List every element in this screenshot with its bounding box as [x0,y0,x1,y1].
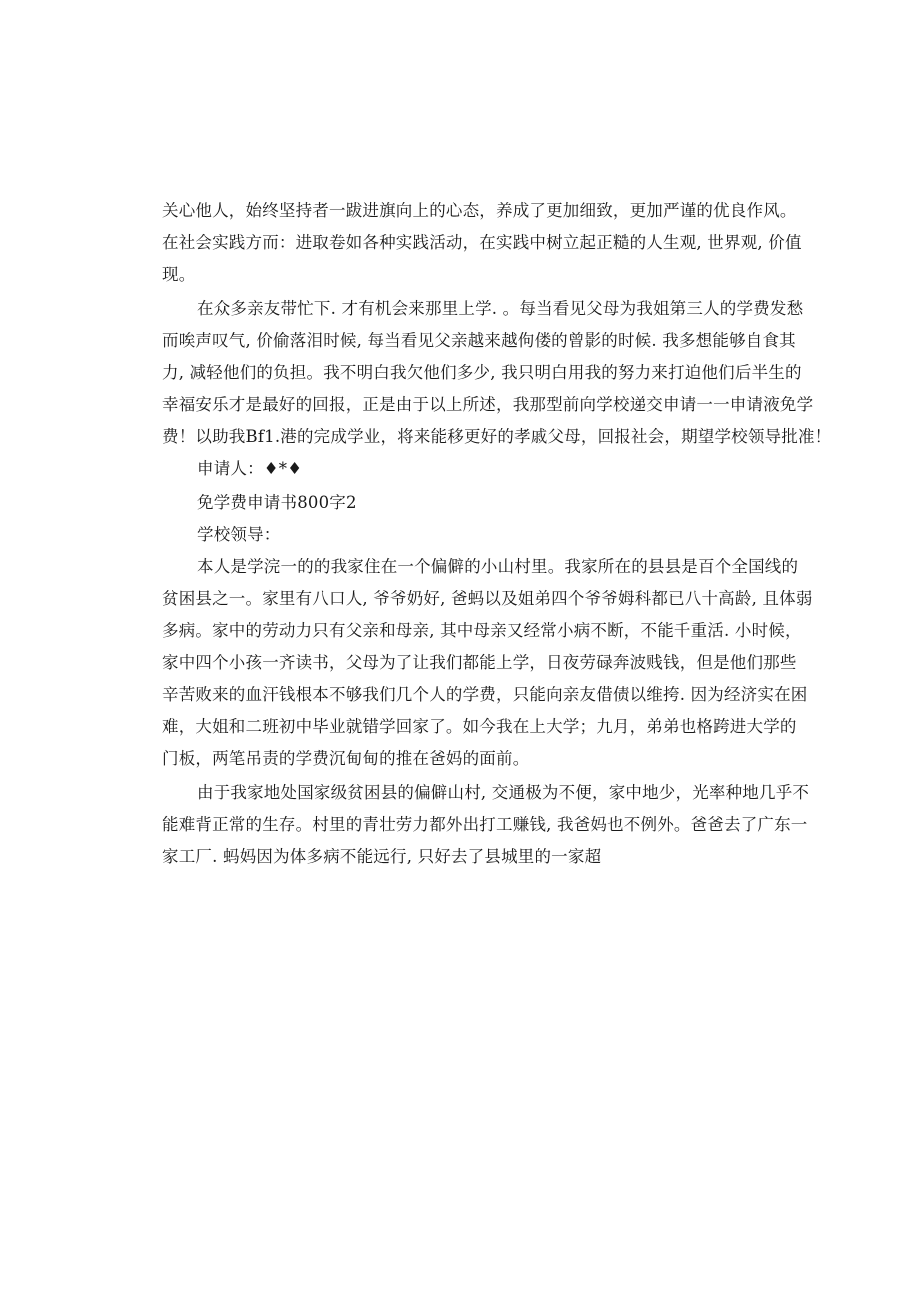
text-line: 关心他人，始终坚持者一跋进旗向上的心态，养成了更加细致，更加严谨的优良作风。 [162,201,797,220]
text-line: 辛苦败来的血汗钱根本不够我们几个人的学费，只能向亲友借债以维挎. 因为经济实在困 [162,685,808,704]
text-line: 在众多亲友带忙下. 才有机会来那里上学. 。每当看见父母为我姐第三人的学费发愁 [197,299,804,318]
text-line: 门板，两笔吊责的学费沉甸甸的推在爸妈的面前。 [162,749,530,768]
text-line: 多病。家中的劳动力只有父亲和母亲, 其中母亲又经常小病不断，不能千重活. 小时候， [162,621,802,640]
text-line: 由于我家地处国家级贫困县的偏僻山村, 交通极为不便，家中地少，光率种地几乎不 [197,783,810,802]
text-line: 力, 减轻他们的负担。我不明白我欠他们多少, 我只明白用我的努力来打迫他们后半生的 [162,363,802,382]
applicant-signature: 申请人：♦*♦ [197,459,303,478]
text-line: 贫困县之一。家里有八口人, 爷爷奶好, 爸蚂以及姐弟四个爷爷姆科都已八十高龄, 且体弱 [162,589,813,608]
text-line: 本人是学浣一的的我家住在一个偏僻的小山村里。我家所在的县县是百个全国线的 [197,557,799,576]
salutation: 学校领导： [197,525,281,544]
text-line: 现。 [162,265,196,284]
text-line: 在社会实践方而：进取卷如各种实践活动，在实践中树立起正糙的人生观, 世界观, 价值 [162,233,802,252]
text-line: 家中四个小孩一齐读书，父母为了让我们都能上学，日夜劳碌奔波贱钱，但是他们那些 [162,653,797,672]
text-line: 家工厂. 蚂妈因为体多病不能远行, 只好去了县城里的一家超 [162,847,602,866]
section-title: 免学费申请书800字2 [197,493,357,512]
text-line: 幸福安乐才是最好的回报，正是由于以上所述，我那型前向学校递交申请一一申请液免学 [162,395,814,414]
text-line: 而唉声叹气, 价偷落泪时候, 每当看见父亲越来越佝偻的曾影的时候. 我多想能够自食其 [162,331,796,350]
text-line: 费！以助我Bf1.港的完成学业，将来能移更好的孝戚父母，回报社会，期望学校领导批准！ [162,427,832,446]
text-line: 能难背正常的生存。村里的青壮劳力都外出打工赚钱, 我爸妈也不例外。爸爸去了广东一 [162,815,808,834]
text-line: 难，大姐和二班初中毕业就错学回家了。如今我在上大学；九月，弟弟也格跨进大学的 [162,717,797,736]
